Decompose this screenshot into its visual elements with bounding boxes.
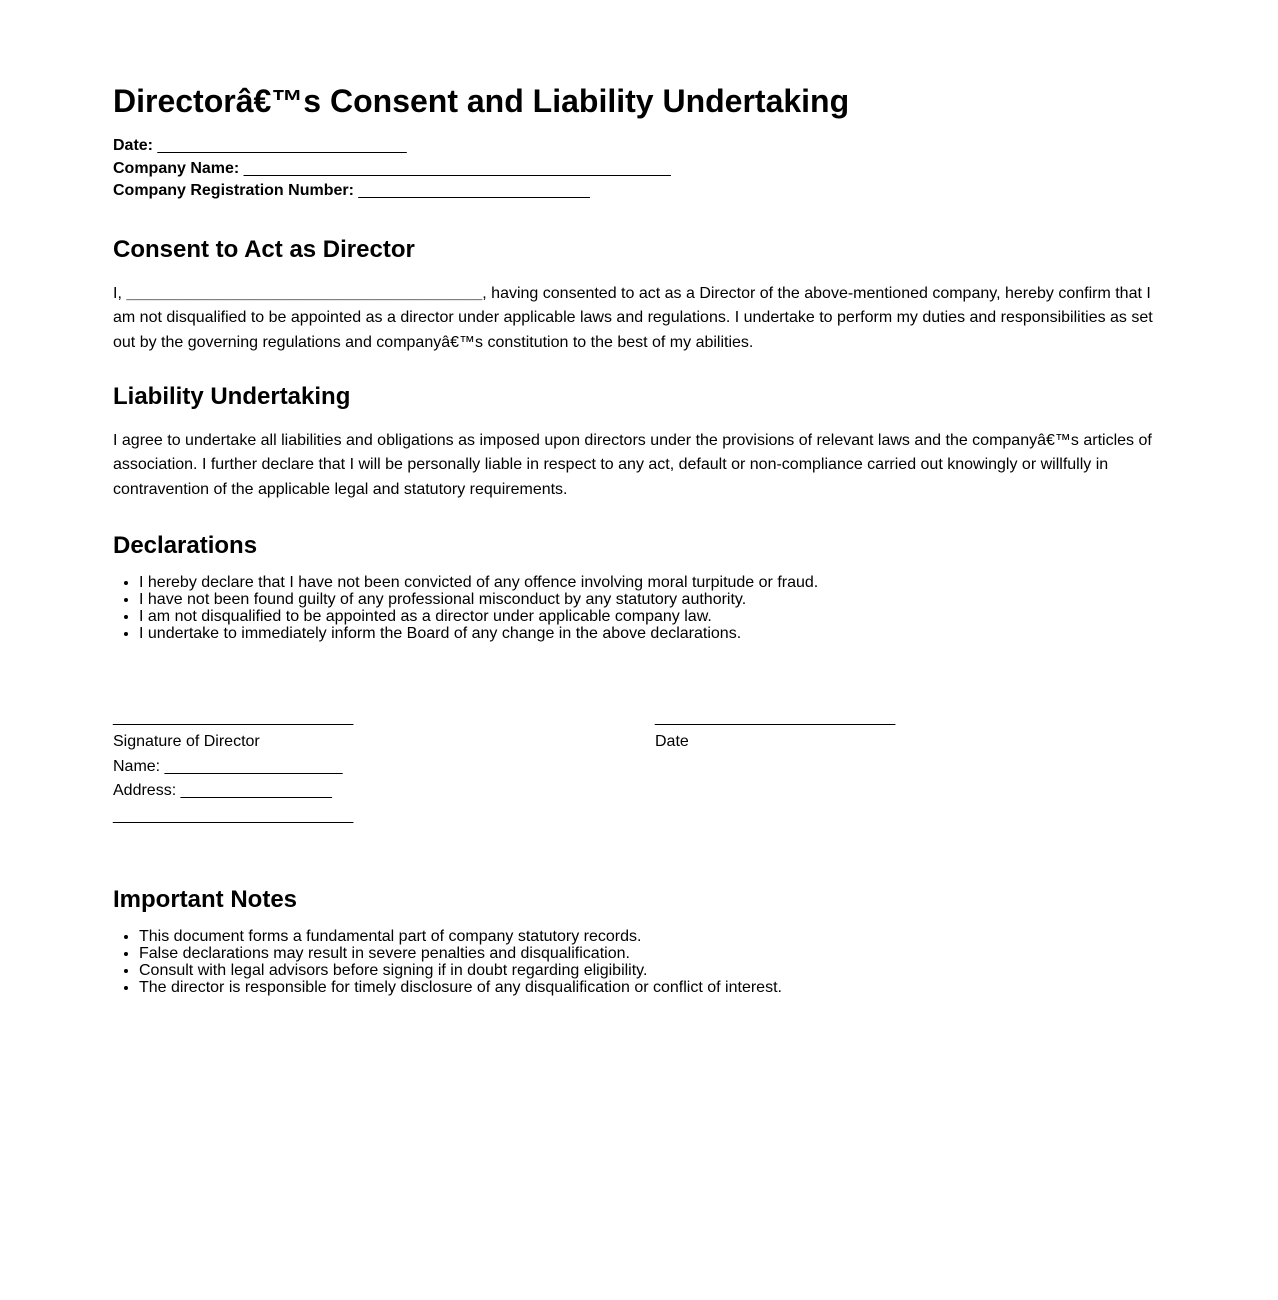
- header-fields: [113, 135, 1165, 203]
- declaration-item: • I have not been found guilty of any professional misconduct by any statutory authority.: [139, 591, 1165, 608]
- liability-section-heading: Liability Undertaking: [113, 383, 351, 411]
- declaration-item: • I hereby declare that I have not been convicted of any offence involving moral turpitude or fraud.: [139, 574, 1165, 591]
- declarations-section-heading: Declarations: [113, 532, 258, 560]
- registration-number-field-blank: __________________________: [358, 182, 590, 200]
- company-name-field-blank: ________________________________________________: [243, 159, 671, 177]
- signature-left-column: [113, 706, 655, 829]
- document-title: Directorâ€™s Consent and Liability Undertaking: [113, 83, 850, 119]
- name-field-label: Name:: [113, 757, 161, 775]
- declarations-list: [113, 574, 1165, 642]
- company-name-field-label: Company Name:: [113, 159, 240, 177]
- address-field-blank: _________________: [180, 782, 332, 800]
- date-signature-caption: Date: [655, 733, 689, 751]
- note-item: • False declarations may result in severe penalties and disqualification.: [139, 945, 1165, 962]
- note-item: • The director is responsible for timely disclosure of any disqualification or conflict of interest.: [139, 979, 1165, 996]
- date-field-blank: ____________________________: [157, 136, 407, 154]
- signature-right-column: [655, 706, 1165, 829]
- address-continuation-line: ___________________________: [113, 806, 354, 824]
- declaration-item: • I undertake to immediately inform the Board of any change in the above declarations.: [139, 625, 1165, 642]
- date-signature-line: ___________________________: [655, 708, 896, 726]
- director-signature-line: ___________________________: [113, 708, 354, 726]
- note-item: • Consult with legal advisors before signing if in doubt regarding eligibility.: [139, 962, 1165, 979]
- director-name-blank: ________________________________________: [126, 284, 483, 302]
- liability-paragraph: I agree to undertake all liabilities and obligations as imposed upon directors under the provisions of relevant laws and the companyâ€™s articles of association. I further declare that I will be personally liable in respect to any act, default or non-compliance carried out knowingly or willfully in contravention of the applicable legal and statutory requirements.: [113, 431, 1152, 498]
- consent-body-text: , having consented to act as a Director of the above-mentioned company, hereby confirm that I am not disqualified to be appointed as a director under applicable laws and regulations. I undertake to perform my duties and responsibilities as set out by the governing regulations and companyâ€™s constitution to the best of my abilities.: [113, 284, 1153, 351]
- notes-list: [113, 928, 1165, 996]
- signature-block: [113, 706, 1165, 829]
- consent-paragraph: [113, 282, 1165, 356]
- notes-section-heading: Important Notes: [113, 886, 298, 914]
- note-item: • This document forms a fundamental part of company statutory records.: [139, 928, 1165, 945]
- consent-intro: I,: [113, 284, 122, 302]
- name-field-blank: ____________________: [164, 757, 343, 775]
- declaration-item: • I am not disqualified to be appointed as a director under applicable company law.: [139, 608, 1165, 625]
- registration-number-field-label: Company Registration Number:: [113, 182, 354, 200]
- consent-section-heading: Consent to Act as Director: [113, 235, 415, 263]
- date-field-label: Date:: [113, 136, 154, 154]
- director-signature-caption: Signature of Director: [113, 733, 260, 751]
- address-field-label: Address:: [113, 782, 177, 800]
